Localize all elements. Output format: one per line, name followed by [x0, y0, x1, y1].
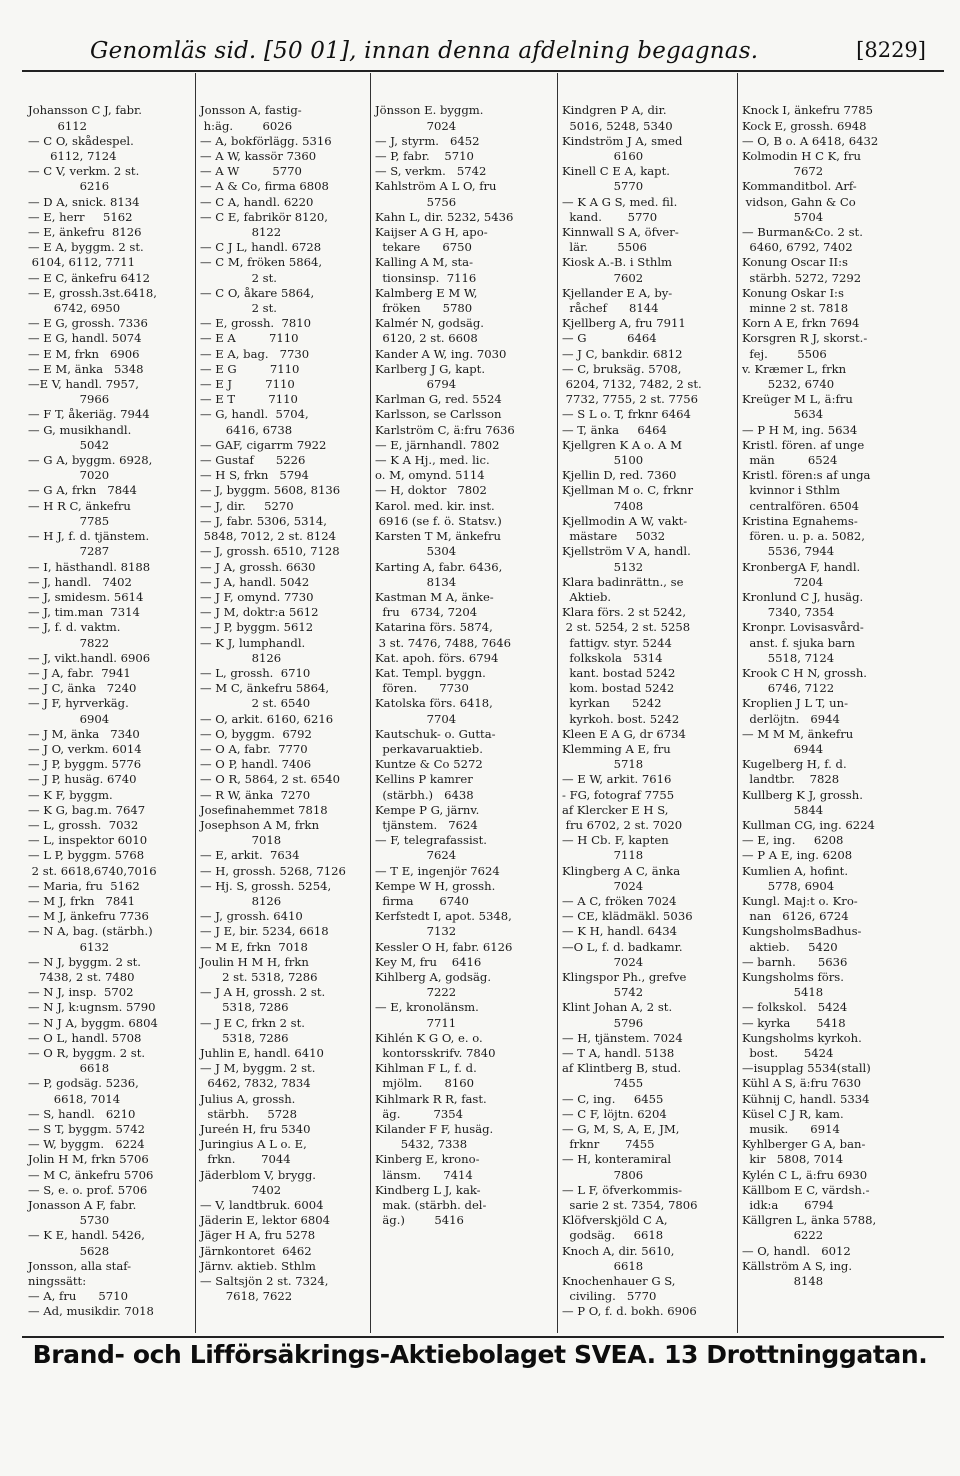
column-1-entries: Johansson C J, fabr. 6112 — C O, skådespel. 6112, 7124 — C V, verkm. 2 st. 6216 — D A, snick. 8134 — E, herr 5162 — E, änkefru 8126 — E A, byggm. 2 st. 6104, 6112, 7711 — E C, änkefru 6412 — E, grossh.3st.6418, 6742, 6950 — E G, grossh. 7336 — E G, handl. 5074 — E M, frkn 6906 — E M, änka 5348 —E V, handl. 7957, 7966 — F T, åkeriäg. 7944 — G, musikhandl. 5042 — G A, byggm. 6928, 7020 — G A, frkn 7844 — H R C, änkefru 7785 — H J, f. d. tjänstem. 7287 — I, hästhandl. 8188 — J, handl. 7402 — J, smidesm. 5614 — J, tim.man 7314 — J, f. d. vaktm. 7822 — J, vikt.handl. 6906 — J A, fabr. 7941 — J C, änka 7240 — J F, hyrverkäg. 6904 — J M, änka 7340 — J O, verkm. 6014 — J P, byggm. 5776 — J P, husäg. 6740 — K F, byggm. — K G, bag.m. 7647 — L, grossh. 7032 — L, inspektor 6010 — L P, byggm. 5768 2 st. 6618,6740,7016 — Maria, fru 5162 — M J, frkn 7841 — M J, änkefru 7736 — N A, bag. (stärbh.) 6132 — N J, byggm. 2 st. 7438, 2 st. 7480 — N J, insp. 5702 — N J, k:ugnsm. 5790 — N J A, byggm. 6804 — O L, handl. 5708 — O R, byggm. 2 st. 6618 — P, godsäg. 5236, 6618, 7014 — S, handl. 6210 — S T, byggm. 5742 — W, byggm. 6224 Jolin H M, frkn 5706 — M C, änkefru 5706 — S, e. o. prof. 5706 Jonasson A F, fabr. 5730 — K E, handl. 5426, 5628 Jonsson, alla staf- ningssätt: — A, fru 5710 — Ad, musikdir. 7018 — [28, 103, 158, 1319]
directory-column-3 — [371, 73, 558, 1333]
column-2-entries: Jonsson A, fastig- h:äg. 6026 — A, bokförlägg. 5316 — A W, kassör 7360 — A W 5770 — A & Co, firma 6808 — C A, handl. 6220 — C E, fabrikör 8120, 8122 — C J L, handl. 6728 — C M, fröken 5864, 2 st. — C O, åkare 5864, 2 st. — E, grossh. 7810 — E A 7110 — E A, bag. 7730 — E G 7110 — E J 7110 — E T 7110 — G, handl. 5704, 6416, 6738 — GAF, cigarrm 7922 — Gustaf 5226 — H S, frkn 5794 — J, byggm. 5608, 8136 — J, dir. 5270 — J, fabr. 5306, 5314, 5848, 7012, 2 st. 8124 — J, grossh. 6510, 7128 — J A, grossh. 6630 — J A, handl. 5042 — J F, omynd. 7730 — J M, doktr:a 5612 — J P, byggm. 5612 — K J, lumphandl. 8126 — L, grossh. 6710 — M C, änkefru 5864, 2 st. 6540 — O, arkit. 6160, 6216 — O, byggm. 6792 — O A, fabr. 7770 — O P, handl. 7406 — O R, 5864, 2 st. 6540 — R W, änka 7270 Josefinahemmet 7818 Josephson A M, frkn 7018 — E, arkit. 7634 — H, grossh. 5268, 7126 — Hj. S, grossh. 5254, 8126 — J, grossh. 6410 — J E, bir. 5234, 6618 — M E, frkn 7018 Joulin H M H, frkn 2 st. 5318, 7286 — J A H, grossh. 2 st. 5318, 7286 — J E C, frkn 2 st. 5318, 7286 Juhlin E, handl. 6410 — J M, byggm. 2 st. 6462, 7832, 7834 Julius A, grossh. stärbh. 5728 Jureén H, fru 5340 Juringius A L o. E, frkn. 7044 Jäderblom V, brygg. 7402 — V, landtbruk. 6004 Jäderin E, lektor 6804 Jäger H A, fru 5278 Järnkontoret 6462 Järnv. aktieb. Sthlm — Saltsjön 2 st. 7324, 7618, 7622 — [200, 103, 346, 1304]
column-4-entries: Kindgren P A, dir. 5016, 5248, 5340 Kindström J A, smed 6160 Kinell C E A, kapt. 5770 — K A G S, med. fil. kand. 5770 Kinnwall S A, öfver- lär. 5506 Kiosk A.-B. i Sthlm 7602 Kjellander E A, by- råchef 8144 Kjellberg A, fru 7911 — G 6464 — J C, bankdir. 6812 — C, bruksäg. 5708, 6204, 7132, 7482, 2 st. 7732, 7755, 2 st. 7756 — S L o. T, frknr 6464 — T, änka 6464 Kjellgren K A o. A M 5100 Kjellin D, red. 7360 Kjellman M o. C, frknr 7408 Kjellmodin A W, vakt- mästare 5032 Kjellström V A, handl. 5132 Klara badinrättn., se Aktieb. Klara förs. 2 st 5242, 2 st. 5254, 2 st. 5258 fattigv. styr. 5244 folkskola 5314 kant. bostad 5242 kom. bostad 5242 kyrkan 5242 kyrkoh. bost. 5242 Kleen E A G, dr 6734 Klemming A E, fru 5718 — E W, arkit. 7616 - FG, fotograf 7755 af Klercker E H S, fru 6702, 2 st. 7020 — H Cb. F, kapten 7118 Klingberg A C, änka 7024 — A C, fröken 7024 — CE, klädmäkl. 5036 — K H, handl. 6434 —O L, f. d. badkamr. 7024 Klingspor Ph., grefve 5742 Klint Johan A, 2 st. 5796 — H, tjänstem. 7024 — T A, handl. 5138 af Klintberg B, stud. 7455 — C, ing. 6455 — C F, löjtn. 6204 — G, M, S, A, E, JM, frknr 7455 — H, konteramiral 7806 — L F, öfverkommis- sarie 2 st. 7354, 7806 Klöfverskjöld C A, godsäg. 6618 Knoch A, dir. 5610, 6618 Knochenhauer G S, civiling. 5770 — P O, f. d. bokh. 6906 — [562, 103, 702, 1319]
column-5-entries: Knock I, änkefru 7785 Kock E, grossh. 6948 — O, B o. A 6418, 6432 Kolmodin H C K, fru 7672 Kommanditbol. Arf- vidson, Gahn & Co 5704 — Burman&Co. 2 st. 6460, 6792, 7402 Konung Oscar II:s stärbh. 5272, 7292 Konung Oskar I:s minne 2 st. 7818 Korn A E, frkn 7694 Korsgren R J, skorst.- fej. 5506 v. Kræmer L, frkn 5232, 6740 Kreüger M L, ä:fru 5634 — P H M, ing. 5634 Kristl. fören. af unge män 6524 Kristl. fören:s af unga kvinnor i Sthlm centralfören. 6504 Kristina Egnahems- fören. u. p. a. 5082, 5536, 7944 KronbergA F, handl. 7204 Kronlund C J, husäg. 7340, 7354 Kronpr. Lovisasvård- anst. f. sjuka barn 5518, 7124 Krook C H N, grossh. 6746, 7122 Kroplien J L T, un- derlöjtn. 6944 — M M M, änkefru 6944 Kugelberg H, f. d. landtbr. 7828 Kullberg K J, grossh. 5844 Kullman CG, ing. 6224 — E, ing. 6208 — P A E, ing. 6208 Kumlien A, hofint. 5778, 6904 Kungl. Maj:t o. Kro- nan 6126, 6724 KungsholmsBadhus- aktieb. 5420 — barnh. 5636 Kungsholms förs. 5418 — folkskol. 5424 — kyrka 5418 Kungsholms kyrkoh. bost. 5424 —isupplag 5534(stall) Kühl A S, ä:fru 7630 Kühnij C, handl. 5334 Küsel C J R, kam. musik. 6914 Kyhlberger G A, ban- kir 5808, 7014 Kylén C L, ä:fru 6930 Källbom E C, värdsh.- idk:a 6794 Källgren L, änka 5788, 6222 — O, handl. 6012 Källström A S, ing. 8148 — [742, 103, 879, 1289]
directory-column-4 — [558, 73, 738, 1333]
page-title: Genomläs sid. [50 01], innan denna afdelning begagnas. — [90, 38, 759, 64]
directory-column-1 — [24, 73, 196, 1333]
directory-columns — [24, 73, 944, 1333]
top-rule — [22, 70, 944, 72]
directory-column-5 — [738, 73, 944, 1333]
directory-column-2 — [196, 73, 371, 1333]
page-number: [8229] — [856, 38, 926, 62]
bottom-rule — [22, 1336, 944, 1338]
page-header — [0, 38, 960, 72]
column-3-entries: Jönsson E. byggm. 7024 — J, styrm. 6452 — P, fabr. 5710 — S, verkm. 5742 Kahlström A L O, fru 5756 Kahn L, dir. 5232, 5436 Kaijser A G H, apo- tekare 6750 Kalling A M, sta- tionsinsp. 7116 Kalmberg E M W, fröken 5780 Kalmér N, godsäg. 6120, 2 st. 6608 Kander A W, ing. 7030 Karlberg J G, kapt. 6794 Karlman G, red. 5524 Karlsson, se Carlsson Karlström C, ä:fru 7636 — E, järnhandl. 7802 — K A Hj., med. lic. o. M, omynd. 5114 — H, doktor 7802 Karol. med. kir. inst. 6916 (se f. ö. Statsv.) Karsten T M, änkefru 5304 Karting A, fabr. 6436, 8134 Kastman M A, änke- fru 6734, 7204 Katarina förs. 5874, 3 st. 7476, 7488, 7646 Kat. apoh. förs. 6794 Kat. Templ. byggn. fören. 7730 Katolska förs. 6418, 7704 Kautschuk- o. Gutta- perkavaruaktieb. Kuntze & Co 5272 Kellins P kamrer (stärbh.) 6438 Kempe P G, järnv. tjänstem. 7624 — F, telegrafassist. 7624 — T E, ingenjör 7624 Kempe W H, grossh. firma 6740 Kerfstedt I, apot. 5348, 7132 Kessler O H, fabr. 6126 Key M, fru 6416 Kihlberg A, godsäg. 7222 — E, kronolänsm. 7711 Kihlén K G O, e. o. kontorsskrifv. 7840 Kihlman F L, f. d. mjölm. 8160 Kihlmark R R, fast. äg. 7354 Kilander F F, husäg. 5432, 7338 Kinberg E, krono- länsm. 7414 Kindberg L J, kak- mak. (stärbh. del- äg.) 5416 — [375, 103, 515, 1228]
footer-advertisement: Brand- och Lifförsäkrings-Aktiebolaget SVEA. 13 Drottninggatan. — [32, 1340, 928, 1369]
